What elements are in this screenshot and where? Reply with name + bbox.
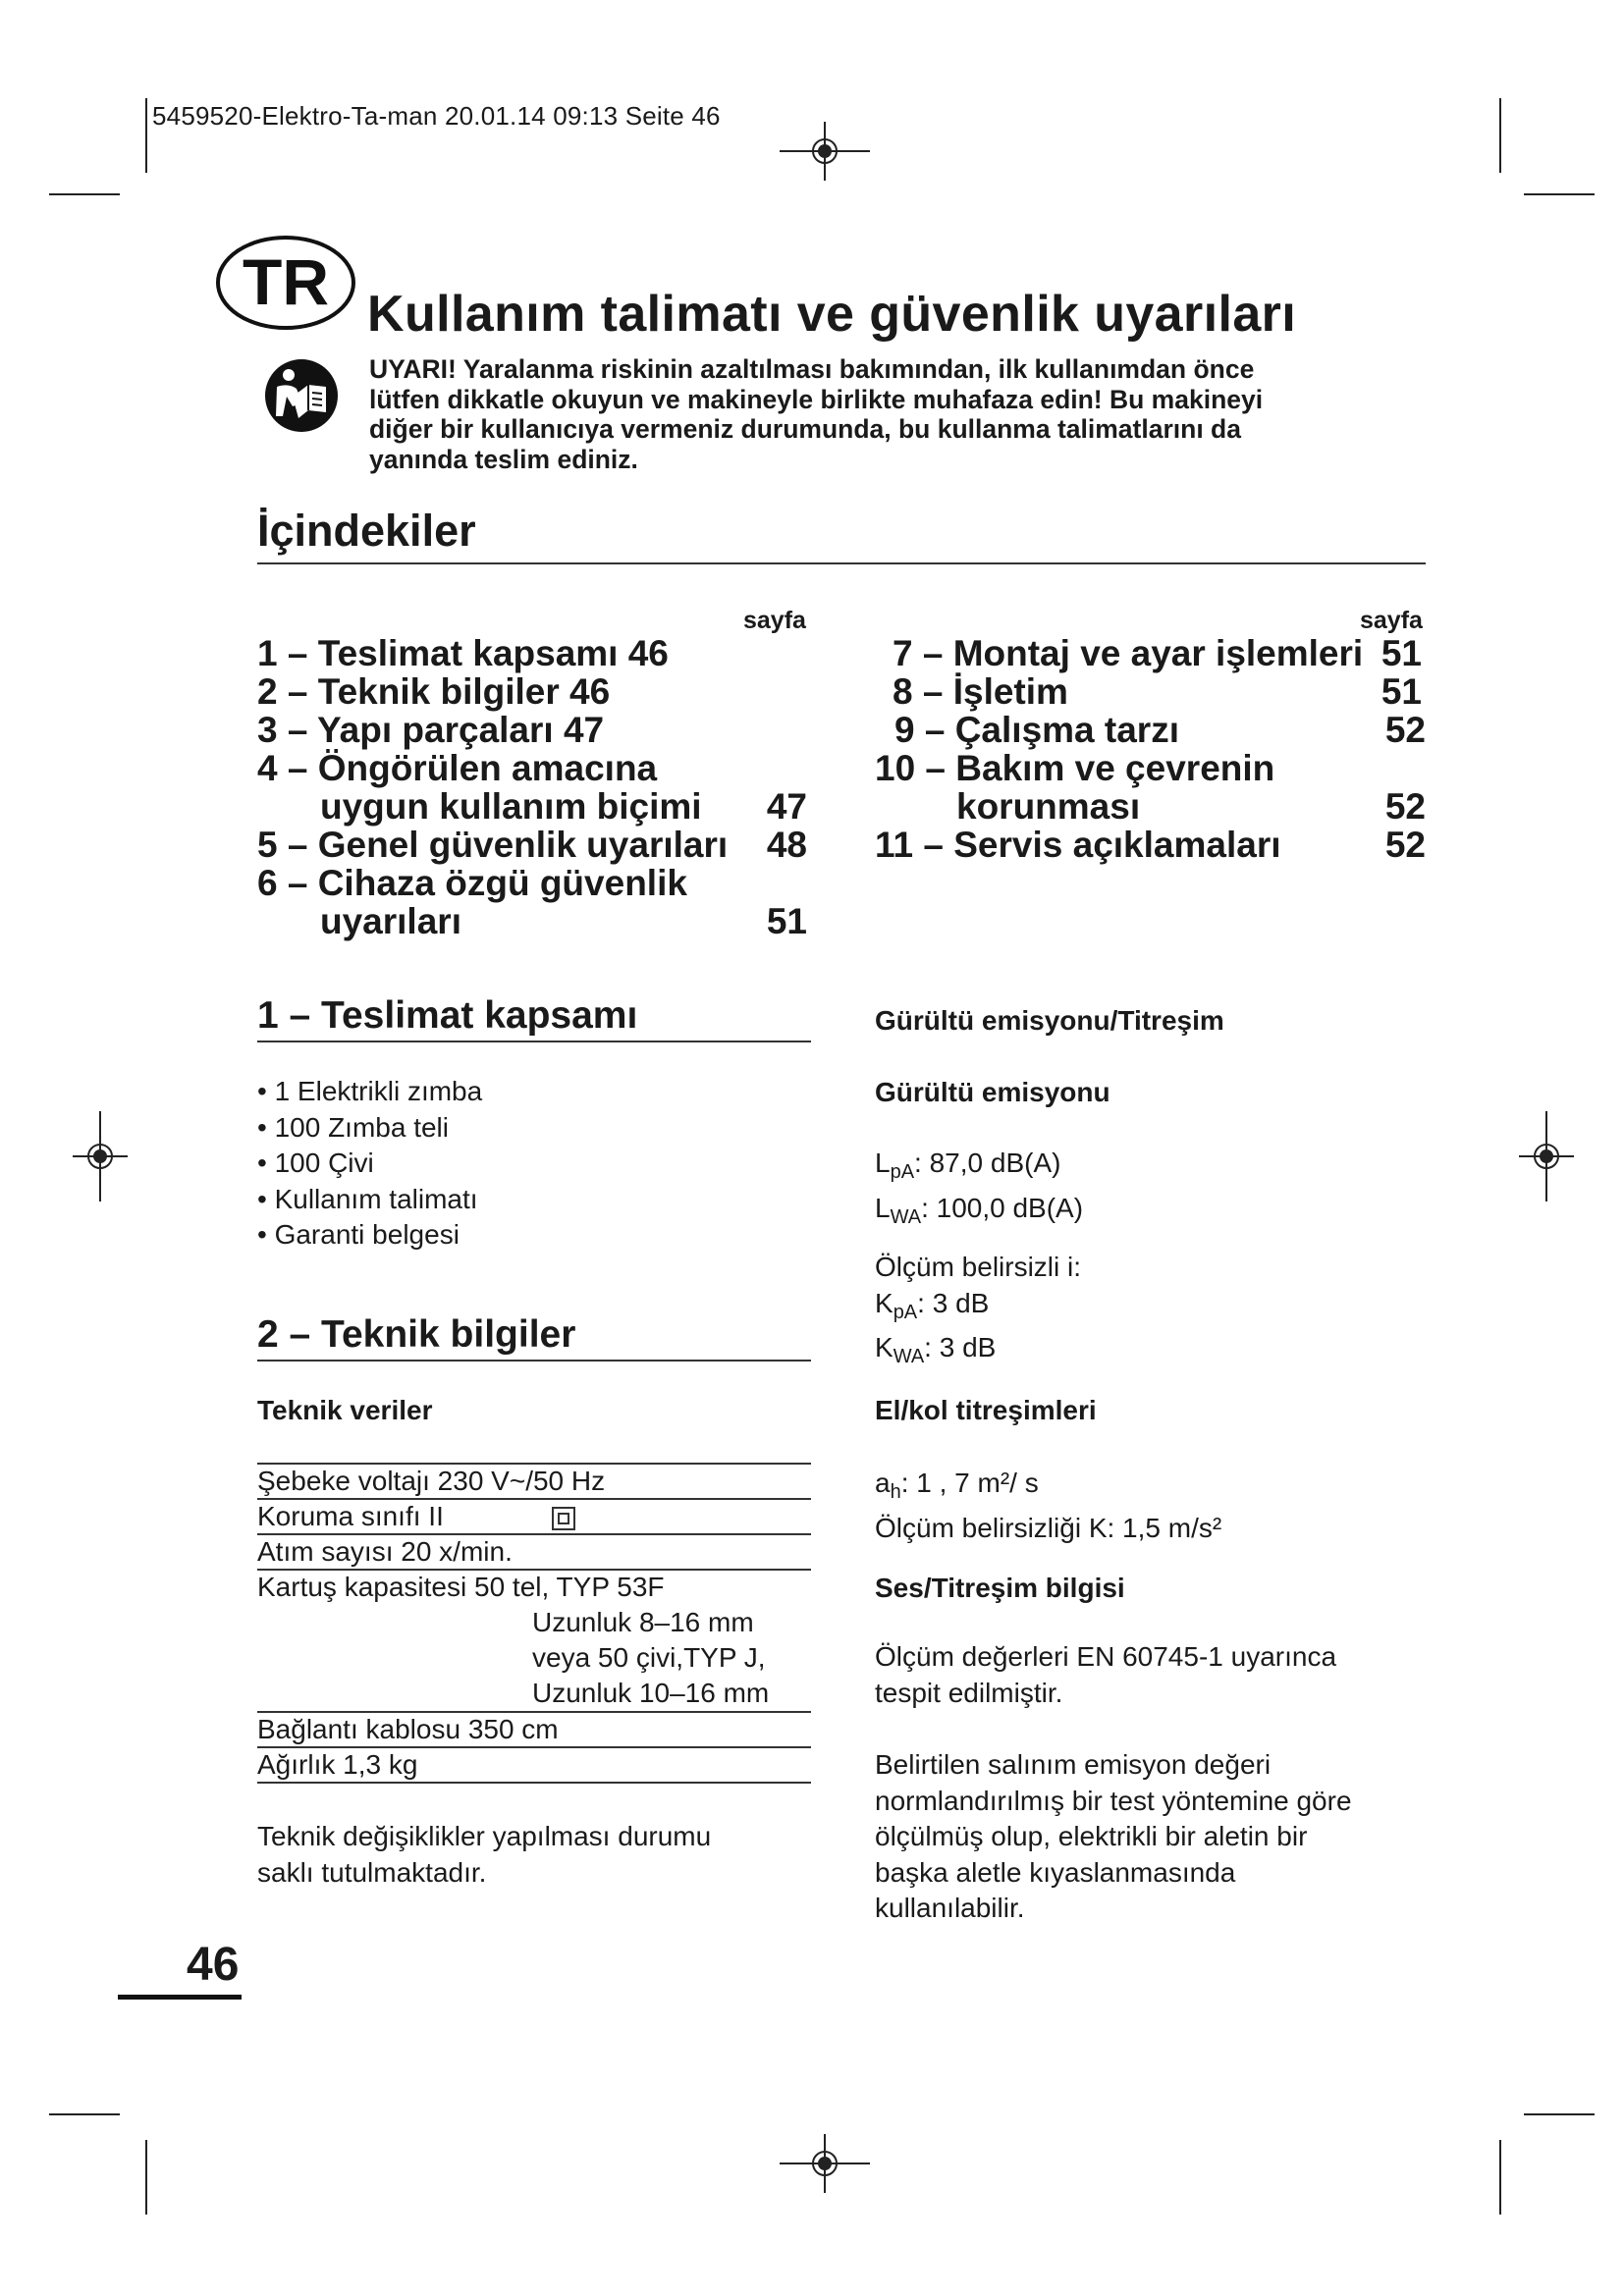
toc-entry-page: 51 — [1380, 671, 1422, 712]
toc-entry[interactable]: 5 – Genel güvenlik uyarıları — [257, 825, 729, 865]
table-row: Şebeke voltajı 230 V~/50 Hz — [257, 1466, 606, 1496]
registration-mark-icon — [69, 1107, 132, 1205]
technical-note — [257, 1819, 711, 1891]
read-manual-icon — [263, 357, 340, 434]
protection-class-ii-icon — [552, 1507, 575, 1530]
subsection-title: Ses/Titreşim bilgisi — [875, 1573, 1125, 1603]
subsection-title: Gürültü emisyonu/Titreşim — [875, 1005, 1224, 1036]
toc-entry[interactable]: 2 – Teknik bilgiler 46 — [257, 671, 611, 712]
note-line: Teknik değişiklikler yapılması durumu — [257, 1821, 712, 1851]
toc-entry[interactable]: 7 – Montaj ve ayar işlemleri — [893, 633, 1364, 673]
toc-entry-page: 52 — [1384, 710, 1426, 750]
toc-entry-page: 51 — [766, 901, 807, 941]
page-number: 46 — [187, 1939, 240, 1991]
crop-mark — [49, 193, 120, 195]
crop-mark — [49, 2113, 120, 2115]
toc-page-label-right: sayfa — [1360, 607, 1423, 634]
toc-entry[interactable]: uygun kullanım biçimi — [320, 786, 702, 827]
list-item: • Kullanım talimatı — [257, 1183, 478, 1214]
crop-mark — [145, 2140, 147, 2215]
print-header: 5459520-Elektro-Ta-man 20.01.14 09:13 Seite 46 — [152, 101, 721, 131]
delivery-list — [257, 1074, 482, 1254]
registration-mark-icon — [776, 2132, 874, 2195]
crop-mark — [1499, 98, 1501, 173]
table-rule — [257, 1569, 811, 1571]
toc-entry[interactable]: 4 – Öngörülen amacına — [257, 748, 658, 788]
uncertainty-block — [875, 1250, 1081, 1375]
section-title: 2 – Teknik bilgiler — [257, 1313, 576, 1356]
subsection-title: Gürültü emisyonu — [875, 1077, 1110, 1107]
toc-page-label-left: sayfa — [743, 607, 806, 634]
crop-mark — [1499, 2140, 1501, 2215]
toc-entry[interactable]: 6 – Cihaza özgü güvenlik — [257, 863, 687, 903]
crop-mark — [1524, 193, 1595, 195]
lwa-value: $L_{WA}$: 100,0 dB(A) — [875, 1192, 1084, 1228]
noise-values — [875, 1146, 1083, 1235]
toc-entry[interactable]: 11 – Servis açıklamaları — [875, 825, 1281, 865]
table-row: Koruma sınıfı II — [257, 1501, 444, 1531]
paragraph-line: başka aletle kıyaslanmasında — [875, 1856, 1236, 1888]
section-title: 1 – Teslimat kapsamı — [257, 994, 638, 1037]
section-divider — [257, 1041, 811, 1042]
language-badge-text: TR — [243, 245, 329, 318]
table-row: Uzunluk 8–16 mm — [532, 1607, 754, 1637]
table-rule — [257, 1498, 811, 1500]
page-title: Kullanım talimatı ve güvenlik uyarıları — [367, 286, 1297, 343]
paragraph-line: Belirtilen salınım emisyon değeri — [875, 1749, 1272, 1780]
toc-entry[interactable]: 1 – Teslimat kapsamı 46 — [257, 633, 669, 673]
subsection-title: Teknik veriler — [257, 1395, 433, 1425]
ah-uncertainty: Ölçüm belirsizliği K: 1,5 m/s² — [875, 1512, 1222, 1543]
toc-entry[interactable]: 10 – Bakım ve çevrenin — [875, 748, 1275, 788]
toc-entry[interactable]: 9 – Çalışma tarzı — [894, 710, 1179, 750]
list-item: • Garanti belgesi — [257, 1219, 460, 1250]
toc-divider — [257, 562, 1426, 564]
paragraph-line: tespit edilmiştir. — [875, 1677, 1063, 1708]
vibration-values — [875, 1466, 1221, 1546]
kwa-value: $K_{WA}$: 3 dB — [875, 1332, 997, 1367]
crop-mark — [145, 98, 147, 173]
page-number-rule — [118, 1995, 242, 2000]
uncertainty-label: Ölçüm belirsizli i: — [875, 1252, 1082, 1282]
paragraph-line: ölçülmüş olup, elektrikli bir aletin bir — [875, 1821, 1308, 1851]
crop-mark — [1524, 2113, 1595, 2115]
subsection-title: El/kol titreşimleri — [875, 1395, 1097, 1425]
toc-entry[interactable]: 8 – İşletim — [893, 671, 1068, 712]
section-divider — [257, 1360, 811, 1362]
list-item: • 1 Elektrikli zımba — [257, 1076, 483, 1106]
table-row: Bağlantı kablosu 350 cm — [257, 1714, 559, 1744]
paragraph-line: kullanılabilir. — [875, 1893, 1025, 1923]
paragraph-line: Ölçüm değerleri EN 60745-1 uyarınca — [875, 1641, 1337, 1672]
info-paragraph — [875, 1639, 1336, 1711]
warning-line: yanında teslim ediniz. — [369, 444, 638, 474]
table-rule — [257, 1533, 811, 1535]
ah-value: $a_h$: 1 , 7 m²/ s — [875, 1468, 1039, 1503]
warning-text — [369, 354, 1380, 474]
table-row: Kartuş kapasitesi 50 tel, TYP 53F — [257, 1572, 665, 1602]
toc-entry-page: 52 — [1384, 786, 1426, 827]
table-rule — [257, 1782, 811, 1784]
table-row: Uzunluk 10–16 mm — [532, 1678, 770, 1708]
table-rule — [257, 1746, 811, 1748]
registration-mark-icon — [776, 120, 874, 183]
info-paragraph — [875, 1747, 1352, 1927]
toc-entry[interactable]: korunması — [956, 786, 1141, 827]
toc-entry-page: 51 — [1380, 633, 1422, 673]
warning-line: lütfen dikkatle okuyun ve makineyle birlikte muhafaza edin! Bu makineyi — [369, 384, 1264, 414]
toc-entry-page: 48 — [766, 825, 807, 865]
list-item: • 100 Çivi — [257, 1148, 374, 1178]
registration-mark-icon — [1515, 1107, 1578, 1205]
table-rule — [257, 1463, 811, 1465]
note-line: saklı tutulmaktadır. — [257, 1856, 487, 1888]
table-row: Ağırlık 1,3 kg — [257, 1749, 418, 1780]
warning-line: UYARI! Yaralanma riskinin azaltılması bakımından, ilk kullanımdan önce — [369, 354, 1255, 384]
list-item: • 100 Zımba teli — [257, 1111, 450, 1143]
toc-entry-page: 52 — [1384, 825, 1426, 865]
toc-entry[interactable]: uyarıları — [320, 901, 461, 941]
toc-entry-page: 47 — [766, 786, 807, 827]
kpa-value: $K_{pA}$: 3 dB — [875, 1287, 990, 1323]
toc-entry[interactable]: 3 – Yapı parçaları 47 — [257, 710, 605, 750]
lpa-value: $L_{pA}$: 87,0 dB(A) — [875, 1148, 1061, 1183]
table-rule — [257, 1711, 811, 1713]
table-row: veya 50 çivi,TYP J, — [532, 1642, 766, 1673]
warning-line: diğer bir kullanıcıya vermeniz durumunda, bu kullanma talimatlarını da — [369, 414, 1241, 444]
table-row: Atım sayısı 20 x/min. — [257, 1536, 513, 1567]
paragraph-line: normlandırılmış bir test yöntemine göre — [875, 1785, 1352, 1816]
language-badge — [215, 234, 357, 332]
toc-title: İçindekiler — [257, 506, 476, 556]
